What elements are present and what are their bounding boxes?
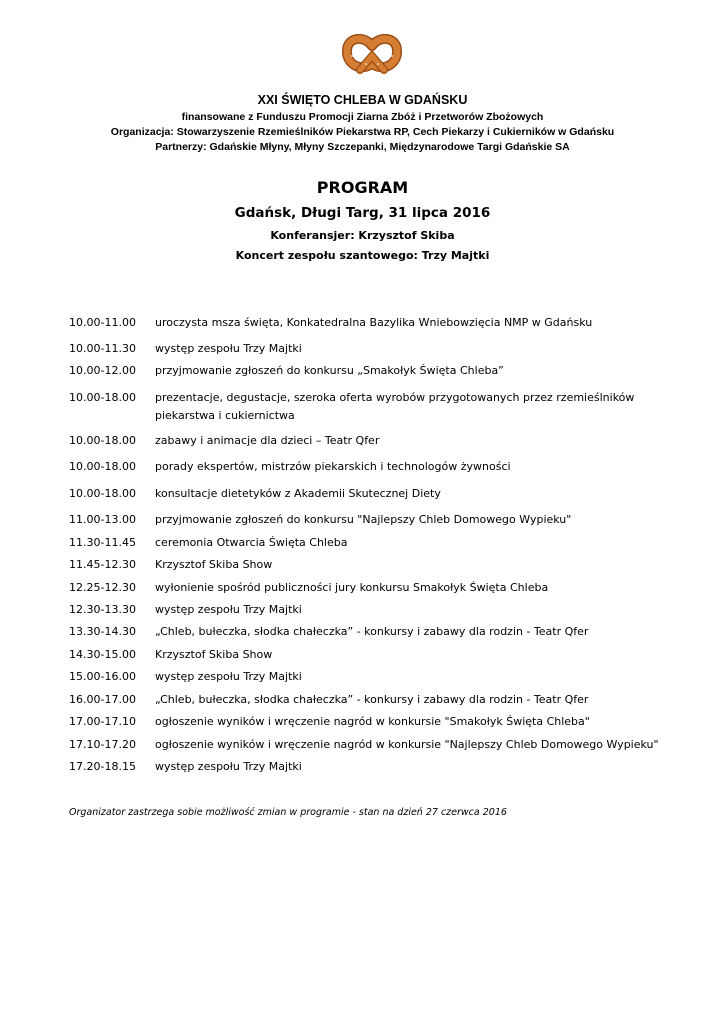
schedule-time: 10.00-18.00 bbox=[69, 434, 136, 447]
schedule-desc: występ zespołu Trzy Majtki bbox=[155, 760, 302, 773]
schedule-desc: przyjmowanie zgłoszeń do konkursu „Smakołyk Święta Chleba” bbox=[155, 364, 504, 377]
schedule-desc: uroczysta msza święta, Konkatedralna Bazylika Wniebowzięcia NMP w Gdańsku bbox=[155, 316, 593, 329]
schedule-time: 13.30-14.30 bbox=[69, 625, 136, 638]
partners-line: Partnerzy: Gdańskie Młyny, Młyny Szczepanki, Międzynarodowe Targi Gdańskie SA bbox=[155, 141, 570, 153]
schedule-time: 12.25-12.30 bbox=[69, 581, 136, 594]
schedule-time: 10.00-12.00 bbox=[69, 364, 136, 377]
schedule-time: 16.00-17.00 bbox=[69, 693, 136, 706]
schedule-time: 11.30-11.45 bbox=[69, 536, 136, 549]
schedule-desc: zabawy i animacje dla dzieci – Teatr Qfer bbox=[155, 434, 380, 447]
footer-note: Organizator zastrzega sobie możliwość zmian w programie - stan na dzień 27 czerwca 2016 bbox=[69, 807, 507, 818]
schedule-desc: „Chleb, bułeczka, słodka chałeczka” - konkursy i zabawy dla rodzin - Teatr Qfer bbox=[155, 625, 589, 638]
schedule-time: 11.45-12.30 bbox=[69, 558, 136, 571]
schedule-time: 14.30-15.00 bbox=[69, 648, 136, 661]
schedule-desc: prezentacje, degustacje, szeroka oferta wyrobów przygotowanych przez rzemieślników piekarstwa i cukiernictwa bbox=[155, 391, 635, 422]
schedule-time: 10.00-11.00 bbox=[69, 316, 136, 329]
schedule-desc: występ zespołu Trzy Majtki bbox=[155, 603, 302, 616]
pretzel-icon bbox=[342, 34, 402, 76]
schedule-time: 10.00-18.00 bbox=[69, 460, 136, 473]
schedule-desc: występ zespołu Trzy Majtki bbox=[155, 342, 302, 355]
schedule-desc: ogłoszenie wyników i wręczenie nagród w konkursie "Smakołyk Święta Chleba" bbox=[155, 715, 590, 728]
concert-line: Koncert zespołu szantowego: Trzy Majtki bbox=[235, 249, 490, 262]
schedule-desc: ogłoszenie wyników i wręczenie nagród w konkursie "Najlepszy Chleb Domowego Wypieku" bbox=[155, 738, 659, 751]
schedule-desc: „Chleb, bułeczka, słodka chałeczka” - konkursy i zabawy dla rodzin - Teatr Qfer bbox=[155, 693, 589, 706]
schedule-time: 10.00-11.30 bbox=[69, 342, 136, 355]
schedule-desc: Krzysztof Skiba Show bbox=[155, 558, 273, 571]
schedule-desc: Krzysztof Skiba Show bbox=[155, 648, 273, 661]
schedule-desc: porady ekspertów, mistrzów piekarskich i technologów żywności bbox=[155, 460, 511, 473]
program-heading: PROGRAM bbox=[316, 178, 409, 197]
schedule-desc: konsultacje dietetyków z Akademii Skutecznej Diety bbox=[155, 487, 441, 500]
schedule-desc: ceremonia Otwarcia Święta Chleba bbox=[155, 536, 348, 549]
schedule-desc: przyjmowanie zgłoszeń do konkursu "Najlepszy Chleb Domowego Wypieku" bbox=[155, 513, 572, 526]
schedule-time: 10.00-18.00 bbox=[69, 487, 136, 500]
schedule-time: 10.00-18.00 bbox=[69, 391, 136, 404]
schedule-desc: występ zespołu Trzy Majtki bbox=[155, 670, 302, 683]
organization-line: Organizacja: Stowarzyszenie Rzemieślników Piekarstwa RP, Cech Piekarzy i Cukierników w Gdańsku bbox=[110, 126, 615, 138]
event-title: XXI ŚWIĘTO CHLEBA W GDAŃSKU bbox=[257, 93, 468, 107]
funding-line: finansowane z Funduszu Promocji Ziarna Zbóż i Przetworów Zbożowych bbox=[181, 111, 544, 123]
schedule-desc: wyłonienie spośród publiczności jury konkursu Smakołyk Święta Chleba bbox=[155, 581, 549, 594]
schedule-time: 17.10-17.20 bbox=[69, 738, 136, 751]
schedule-time: 17.20-18.15 bbox=[69, 760, 136, 773]
host-line: Konferansjer: Krzysztof Skiba bbox=[270, 229, 455, 242]
schedule-time: 11.00-13.00 bbox=[69, 513, 136, 526]
schedule-time: 17.00-17.10 bbox=[69, 715, 136, 728]
schedule-time: 15.00-16.00 bbox=[69, 670, 136, 683]
schedule-time: 12.30-13.30 bbox=[69, 603, 136, 616]
place-date: Gdańsk, Długi Targ, 31 lipca 2016 bbox=[234, 205, 491, 221]
